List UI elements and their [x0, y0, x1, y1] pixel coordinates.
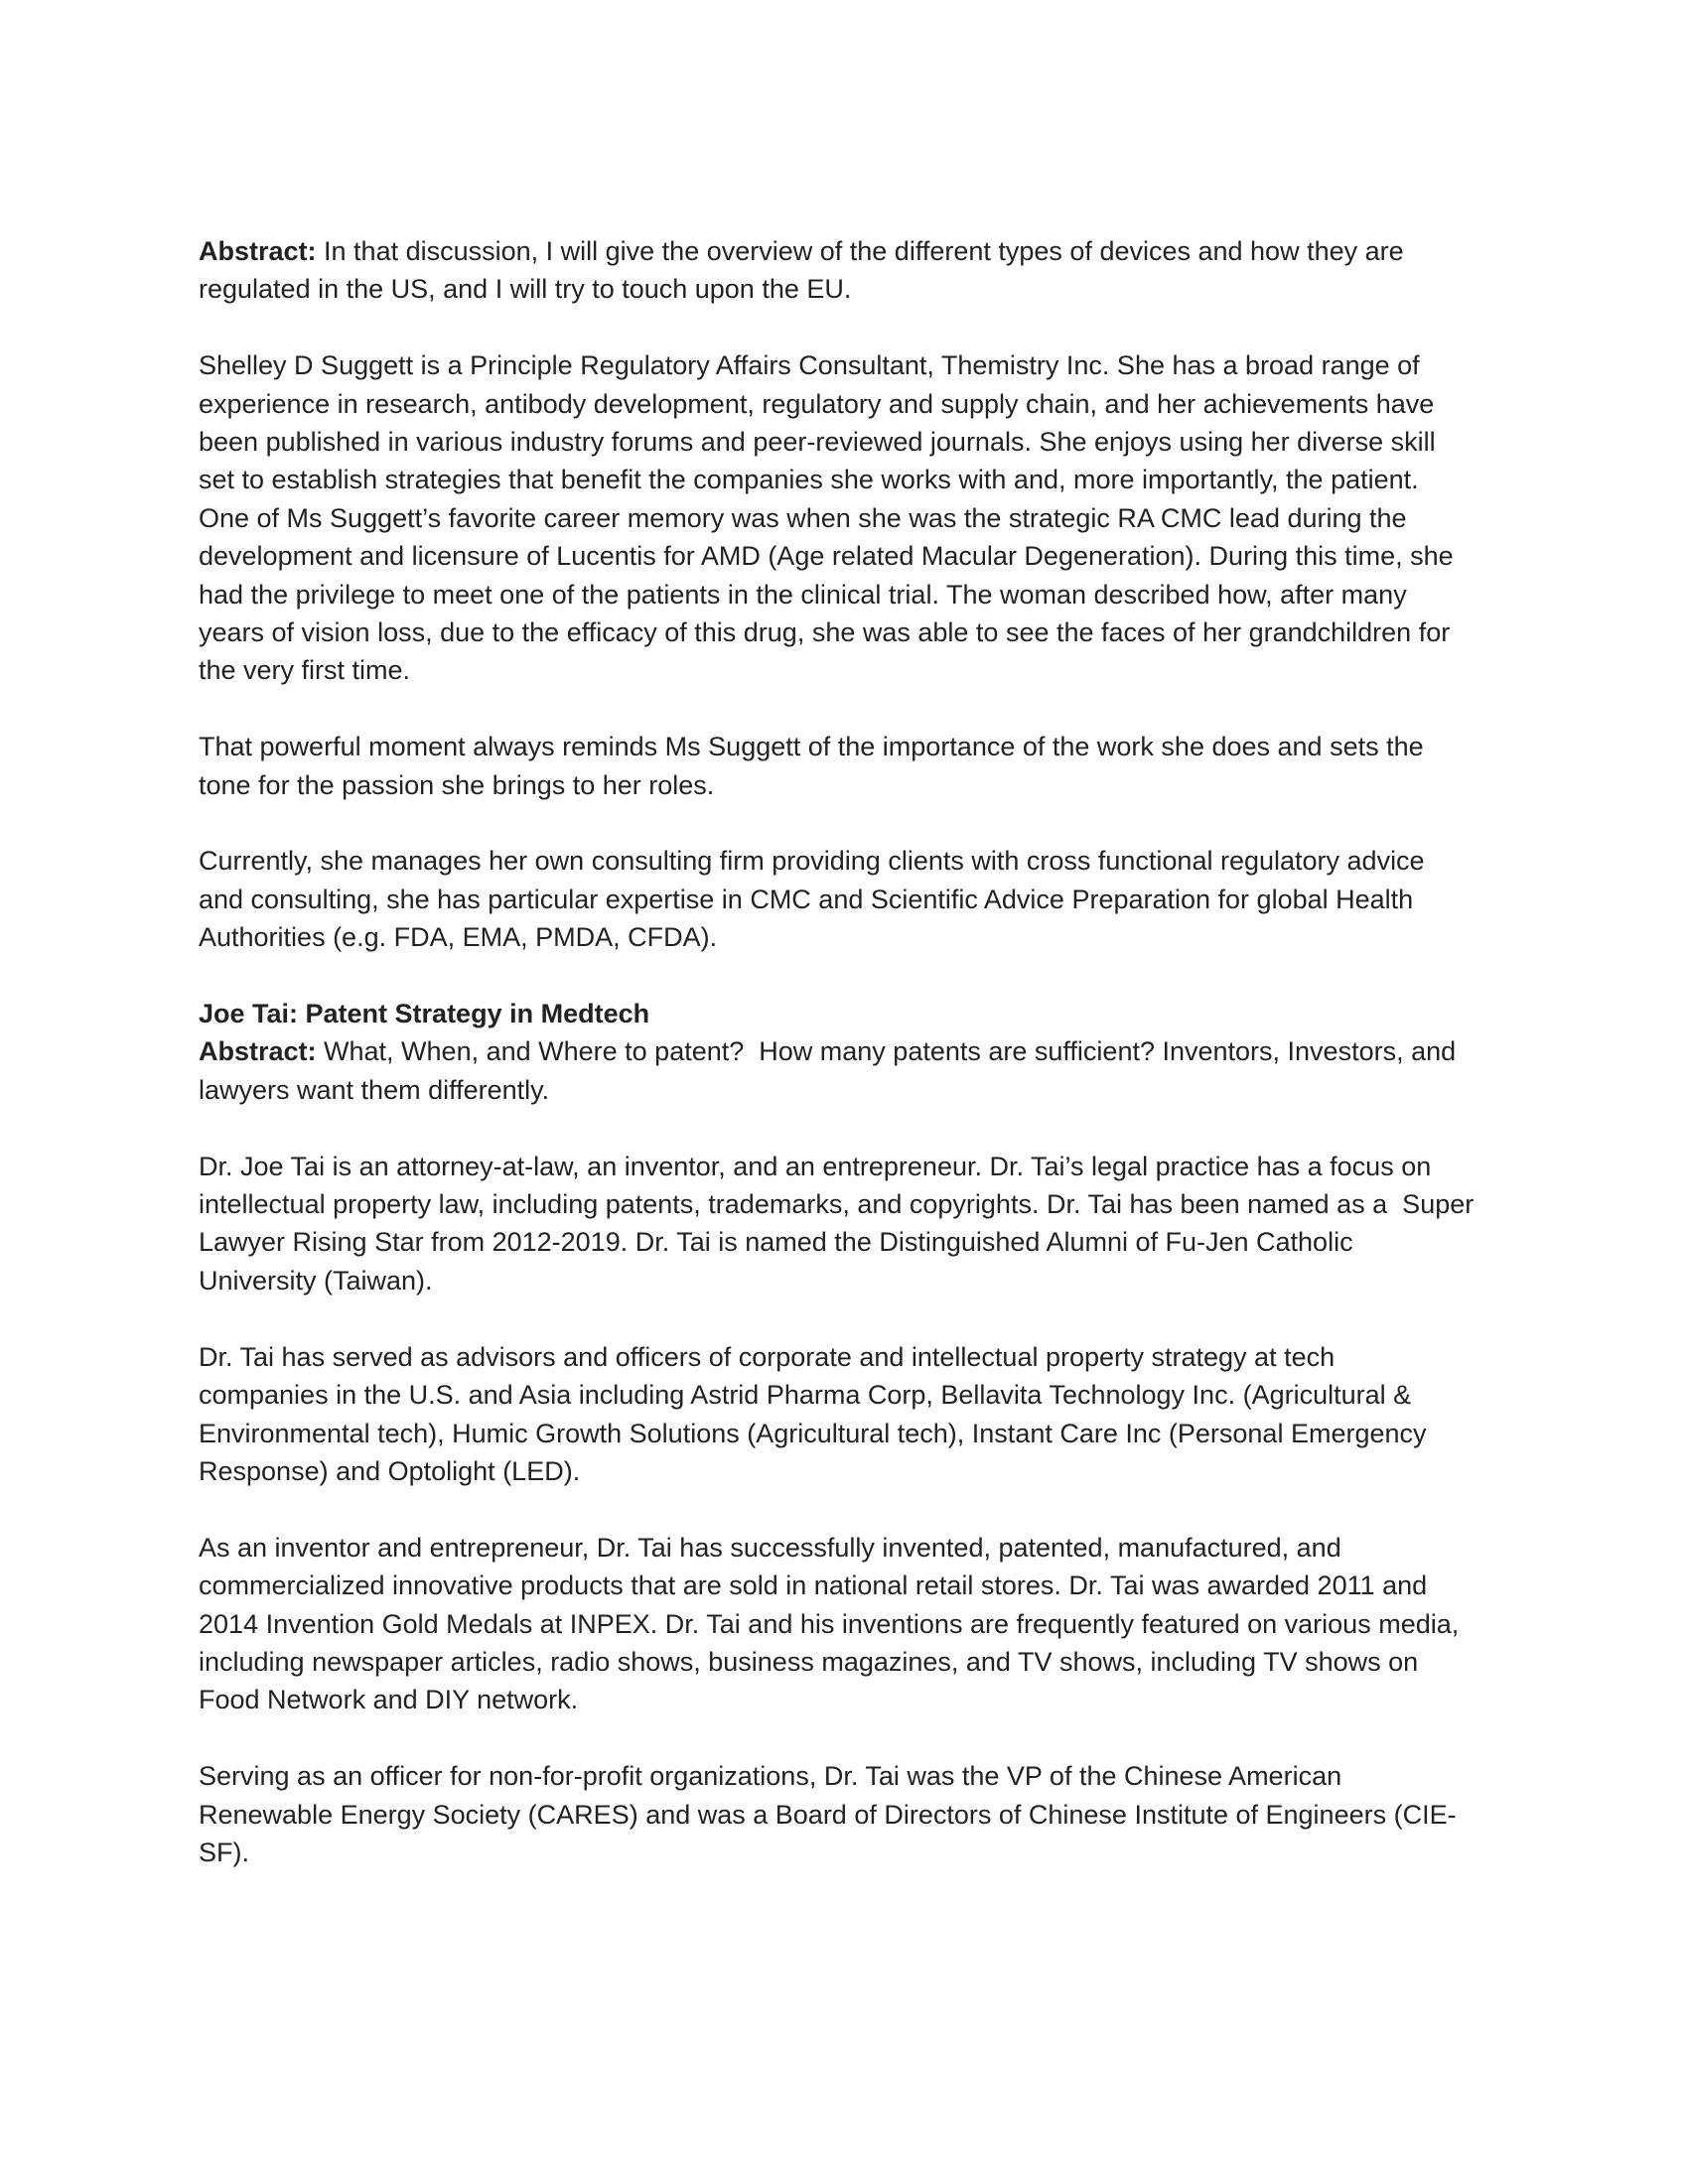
- suggett-moment-paragraph: [199, 728, 1519, 804]
- text-run: experience in research, antibody development, regulatory and supply chain, and her achievements have: [199, 388, 1435, 419]
- text-line: [199, 766, 1519, 804]
- text-line: [199, 499, 1519, 537]
- text-line: [199, 461, 1519, 498]
- text-line: [199, 1223, 1519, 1261]
- text-run: In that discussion, I will give the overview of the different types of devices and how they are: [316, 236, 1404, 266]
- text-run: Lawyer Rising Star from 2012-2019. Dr. Tai is named the Distinguished Alumni of Fu-Jen Catholic: [199, 1227, 1353, 1258]
- tai-advisor-paragraph: [199, 1338, 1519, 1491]
- text-line: [199, 1415, 1519, 1452]
- text-line: [199, 1071, 1519, 1109]
- text-line: [199, 995, 1519, 1032]
- bold-text-run: Abstract:: [199, 1036, 317, 1067]
- text-run: What, When, and Where to patent? How many patents are sufficient? Inventors, Investors, and: [316, 1036, 1457, 1067]
- text-run: development and licensure of Lucentis for AMD (Age related Macular Degeneration). During this time, she: [199, 541, 1454, 572]
- text-run: As an inventor and entrepreneur, Dr. Tai has successfully invented, patented, manufactured, and: [199, 1532, 1341, 1563]
- text-line: [199, 881, 1519, 918]
- text-line: [199, 1567, 1519, 1604]
- bold-text-run: Abstract:: [199, 236, 317, 266]
- text-line: [199, 1529, 1519, 1567]
- text-run: the very first time.: [199, 655, 411, 686]
- text-line: [199, 842, 1519, 880]
- text-run: Currently, she manages her own consulting firm providing clients with cross functional regulatory advice: [199, 846, 1425, 877]
- text-run: years of vision loss, due to the efficacy of this drug, she was able to see the faces of her grandchildren for: [199, 617, 1451, 648]
- text-line: [199, 1452, 1519, 1490]
- text-run: lawyers want them differently.: [199, 1074, 550, 1105]
- text-line: [199, 1032, 1519, 1070]
- text-line: [199, 918, 1519, 956]
- text-run: Renewable Energy Society (CARES) and was a Board of Directors of Chinese Institute of Engineers (CIE-: [199, 1799, 1457, 1830]
- text-run: set to establish strategies that benefit the companies she works with and, more importantly, the patient.: [199, 465, 1419, 495]
- text-run: companies in the U.S. and Asia including Astrid Pharma Corp, Bellavita Technology Inc. (Agricultural &: [199, 1380, 1412, 1411]
- text-run: tone for the passion she brings to her roles.: [199, 769, 715, 800]
- text-run: regulated in the US, and I will try to touch upon the EU.: [199, 274, 852, 305]
- text-line: [199, 1834, 1519, 1871]
- text-line: [199, 1148, 1519, 1185]
- text-run: University (Taiwan).: [199, 1265, 433, 1296]
- suggett-current-paragraph: [199, 842, 1519, 956]
- text-line: [199, 1757, 1519, 1795]
- text-line: [199, 1185, 1519, 1223]
- text-line: [199, 614, 1519, 651]
- tai-bio-paragraph: [199, 1148, 1519, 1300]
- suggett-bio-paragraph: [199, 346, 1519, 690]
- text-line: [199, 1262, 1519, 1299]
- text-run: One of Ms Suggett’s favorite career memory was when she was the strategic RA CMC lead during the: [199, 502, 1407, 533]
- text-line: [199, 1681, 1519, 1718]
- tai-nonprofit-paragraph: [199, 1757, 1519, 1871]
- text-run: and consulting, she has particular expertise in CMC and Scientific Advice Preparation for global Health: [199, 884, 1414, 914]
- text-line: [199, 728, 1519, 765]
- text-line: [199, 232, 1519, 270]
- text-line: [199, 651, 1519, 689]
- text-run: Response) and Optolight (LED).: [199, 1455, 581, 1486]
- text-run: Serving as an officer for non-for-profit organizations, Dr. Tai was the VP of the Chinese American: [199, 1761, 1342, 1792]
- text-line: [199, 346, 1519, 384]
- text-run: Dr. Joe Tai is an attorney-at-law, an inventor, and an entrepreneur. Dr. Tai’s legal practice has a focus on: [199, 1151, 1432, 1181]
- text-run: been published in various industry forums and peer-reviewed journals. She enjoys using her diverse skill: [199, 427, 1436, 458]
- document-content: [199, 232, 1519, 1871]
- text-run: including newspaper articles, radio shows, business magazines, and TV shows, including TV shows on: [199, 1646, 1419, 1677]
- text-run: Dr. Tai has served as advisors and officers of corporate and intellectual property strategy at tech: [199, 1341, 1336, 1372]
- bold-text-run: Joe Tai: Patent Strategy in Medtech: [199, 999, 650, 1029]
- text-run: Authorities (e.g. FDA, EMA, PMDA, CFDA).: [199, 922, 718, 953]
- text-run: intellectual property law, including patents, trademarks, and copyrights. Dr. Tai has been named as a Super: [199, 1189, 1475, 1220]
- text-line: [199, 1796, 1519, 1834]
- tai-heading-and-abstract: [199, 995, 1519, 1109]
- text-run: Environmental tech), Humic Growth Solutions (Agricultural tech), Instant Care Inc (Personal Emergency: [199, 1418, 1427, 1448]
- suggett-abstract-paragraph: [199, 232, 1519, 309]
- text-line: [199, 537, 1519, 575]
- text-line: [199, 1643, 1519, 1681]
- tai-inventor-paragraph: [199, 1529, 1519, 1719]
- text-run: Shelley D Suggett is a Principle Regulatory Affairs Consultant, Themistry Inc. She has a broad range of: [199, 350, 1420, 381]
- text-line: [199, 1338, 1519, 1376]
- text-run: SF).: [199, 1837, 249, 1867]
- text-line: [199, 1605, 1519, 1643]
- text-line: [199, 270, 1519, 308]
- text-line: [199, 1376, 1519, 1414]
- text-run: commercialized innovative products that are sold in national retail stores. Dr. Tai was awarded 2011 and: [199, 1570, 1428, 1601]
- text-run: had the privilege to meet one of the patients in the clinical trial. The woman described how, after many: [199, 579, 1407, 610]
- text-line: [199, 385, 1519, 423]
- text-line: [199, 576, 1519, 614]
- text-line: [199, 423, 1519, 461]
- text-run: 2014 Invention Gold Medals at INPEX. Dr. Tai and his inventions are frequently featured on various media,: [199, 1608, 1460, 1639]
- text-run: That powerful moment always reminds Ms Suggett of the importance of the work she does and sets the: [199, 732, 1424, 762]
- text-run: Food Network and DIY network.: [199, 1685, 579, 1715]
